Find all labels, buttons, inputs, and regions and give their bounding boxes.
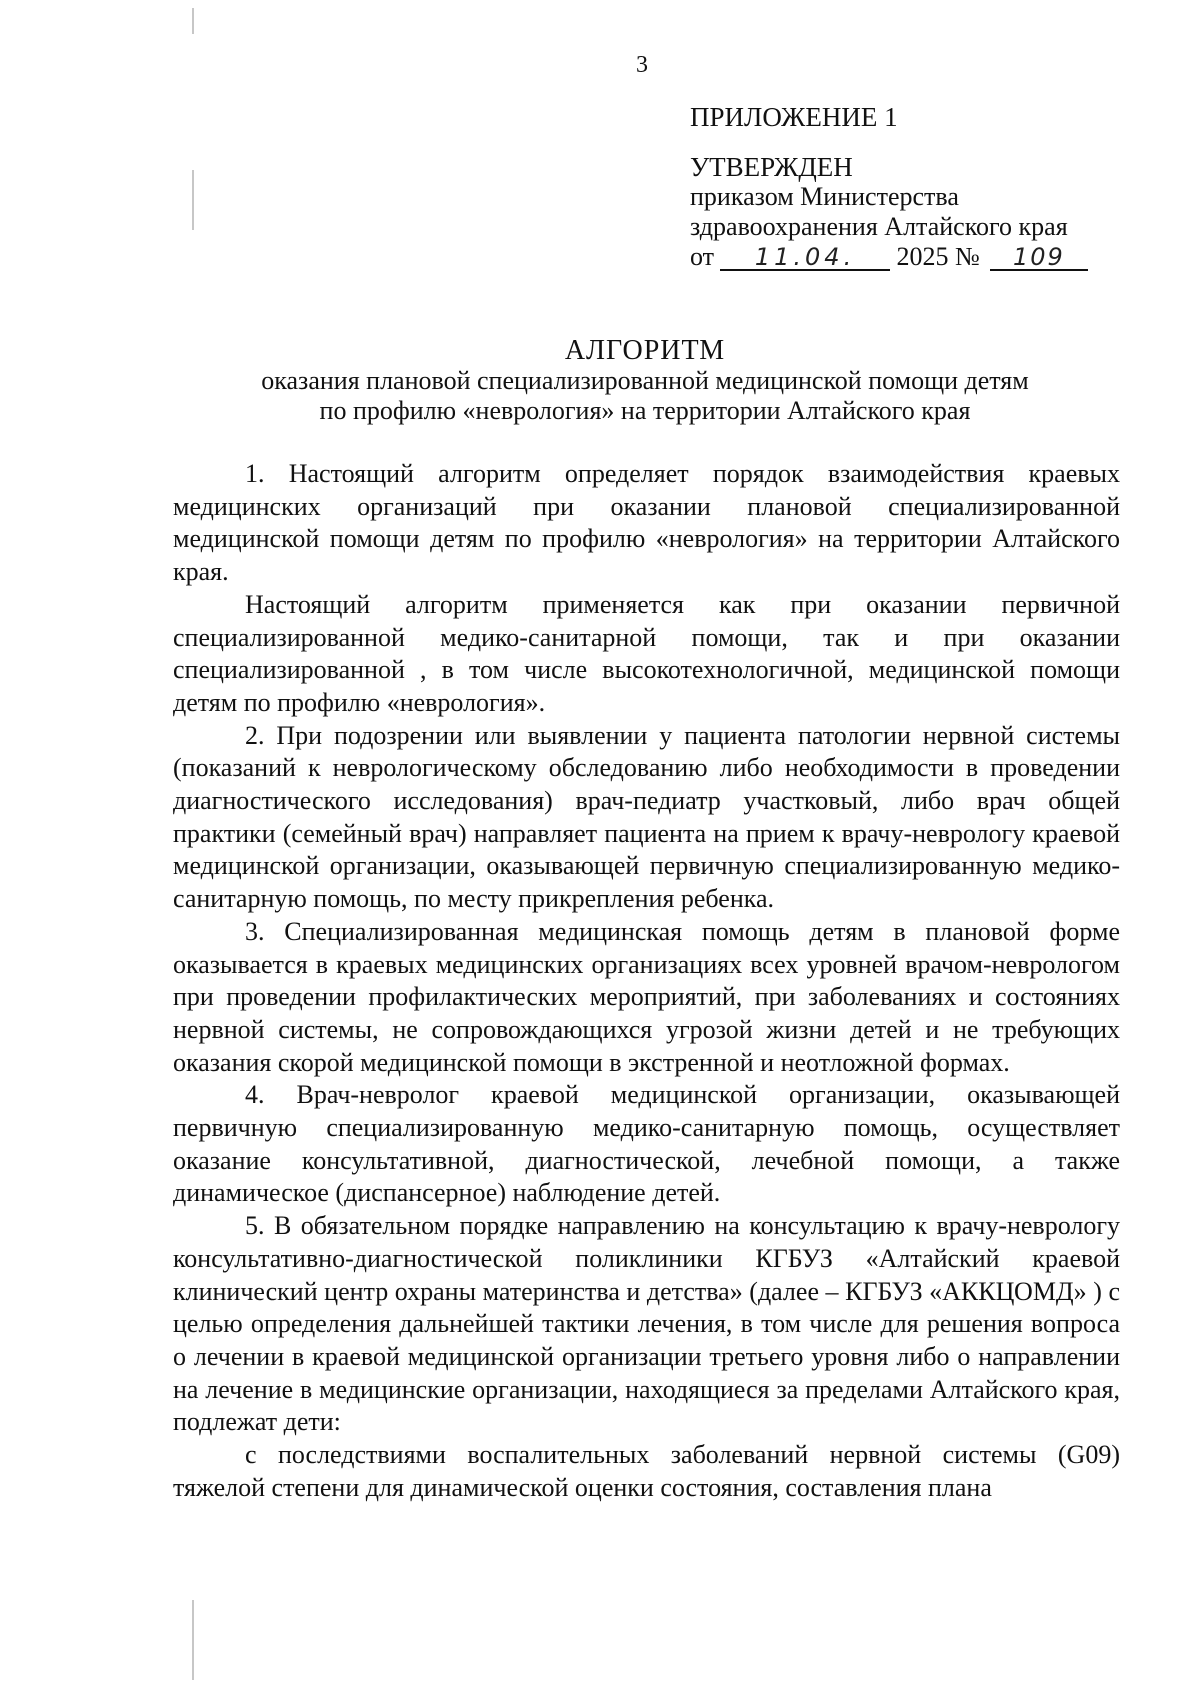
approval-block (690, 102, 1110, 272)
paragraph: 4. Врач-невролог краевой медицинской организации, оказывающей первичную специализированную медико-санитарную помощь, осуществляет оказание консультативной, диагностической, лечебной помощи, а также динамическое (диспансерное) наблюдение детей. (173, 1080, 1120, 1208)
paragraph: 1. Настоящий алгоритм определяет порядок взаимодействия краевых медицинских организаций при оказании плановой специализированной медицинской помощи детям по профилю «неврология» на территории Алтайского края. (173, 459, 1120, 587)
approved-label: УТВЕРЖДЕН (690, 152, 853, 182)
annex-label: ПРИЛОЖЕНИЕ 1 (690, 102, 898, 132)
document-body (173, 458, 1120, 1505)
paragraph: с последствиями воспалительных заболеваний нервной системы (G09) тяжелой степени для динамической оценки состояния, составления плана (173, 1440, 1120, 1502)
paragraph: 3. Специализированная медицинская помощь детям в плановой форме оказывается в краевых медицинских организациях всех уровней врачом-неврологом при проведении профилактических мероприятий, при заболеваниях и состояниях нервной системы, не сопровождающихся угрозой жизни детей и не требующих оказания скорой медицинской помощи в экстренной и неотложной формах. (173, 916, 1120, 1077)
year-number-label: 2025 № (896, 242, 980, 271)
handwritten-date: 11.04. (720, 245, 890, 271)
from-label: от (690, 242, 715, 271)
scan-artifact-line (192, 170, 194, 230)
document-title: АЛГОРИТМ (564, 335, 726, 366)
handwritten-order-number: 109 (990, 245, 1088, 271)
document-subtitle-line-2: по профилю «неврология» на территории Алтайского края (319, 396, 971, 425)
document-title-block (170, 336, 1120, 426)
paragraph: Настоящий алгоритм применяется как при оказании первичной специализированной медико-санитарной помощи, так и при оказании специализированной , в том числе высокотехнологичной, медицинской помощи детям по профилю «неврология». (173, 589, 1120, 717)
paragraph: 5. В обязательном порядке направлению на консультацию к врачу-неврологу консультативно-диагностической поликлиники КГБУЗ «Алтайский краевой клинический центр охраны материнства и детства» (далее – КГБУЗ «АККЦОМД» ) с целью определения дальнейшей тактики лечения, в том числе для решения вопроса о лечении в краевой медицинской организации третьего уровня либо о направлении на лечение в медицинские организации, находящиеся за пределами Алтайского края, подлежат дети: (173, 1211, 1120, 1437)
page-number: 3 (636, 52, 648, 78)
order-line-1: приказом Министерства (690, 182, 959, 211)
scan-artifact-line (192, 1600, 194, 1680)
order-line-2: здравоохранения Алтайского края (690, 212, 1068, 241)
document-subtitle-line-1: оказания плановой специализированной медицинской помощи детям (261, 366, 1029, 395)
scan-artifact-line (192, 8, 194, 34)
paragraph: 2. При подозрении или выявлении у пациента патологии нервной системы (показаний к неврологическому обследованию либо необходимости в проведении диагностического исследования) врач-педиатр участковый, либо врач общей практики (семейный врач) направляет пациента на прием к врачу-неврологу краевой медицинской организации, оказывающей первичную специализированную медико-санитарную помощь, по месту прикрепления ребенка. (173, 720, 1120, 914)
order-date-line (690, 242, 1110, 272)
